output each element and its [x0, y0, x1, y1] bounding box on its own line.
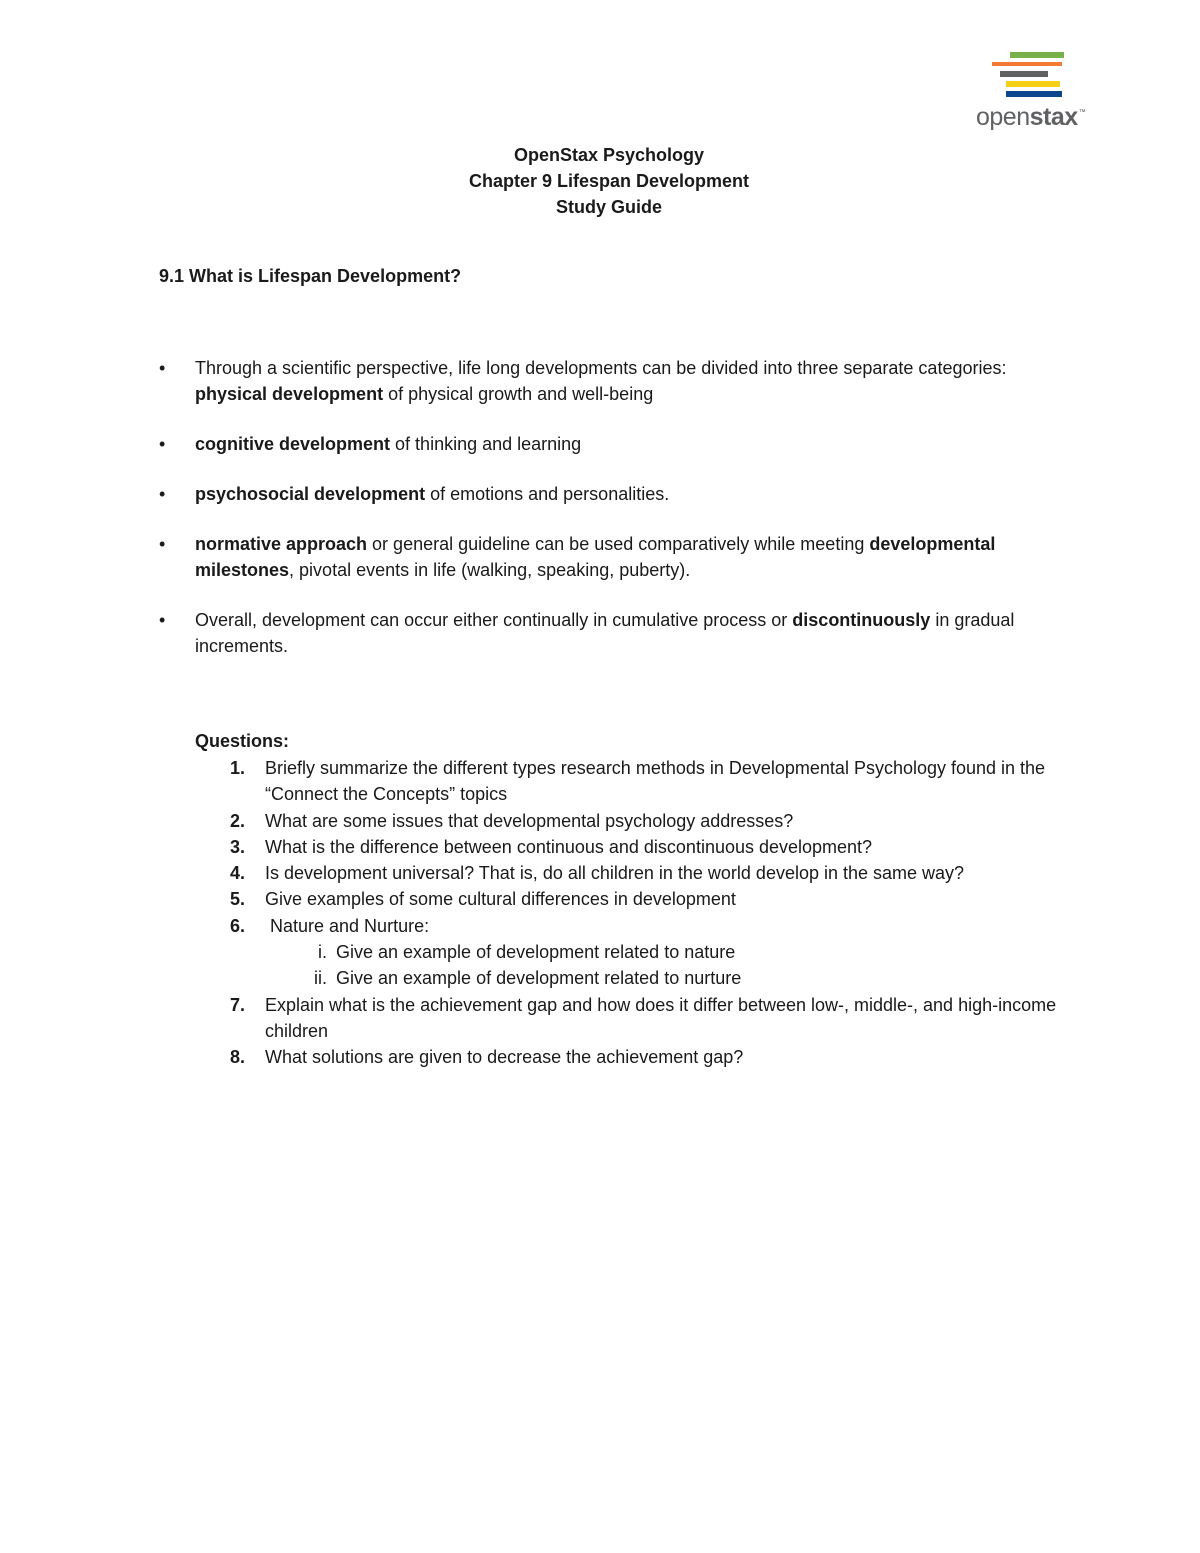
- key-points-list: [195, 355, 1095, 659]
- bullet-item: • Overall, development can occur either continually in cumulative process or discontinuously in gradual increments.: [195, 607, 1095, 659]
- question-number: 8.: [230, 1047, 246, 1068]
- question-number: 5.: [230, 889, 246, 910]
- question-number: 3.: [230, 836, 246, 857]
- logo-bar-blue: [1006, 91, 1062, 97]
- bullet-item: • normative approach or general guideline can be used comparatively while meeting developmental milestones, pivotal events in life (walking, speaking, puberty).: [195, 531, 1095, 583]
- question-number: 6.: [230, 915, 246, 936]
- question-item: 6. Nature and Nurture: i. Give an example of development related to nature ii. Give an example of development related to nurture: [265, 913, 1115, 992]
- question-number: 7.: [230, 994, 246, 1015]
- header-doc-type: Study Guide: [555, 197, 662, 217]
- logo-bar-gray: [1000, 71, 1048, 77]
- question-item: 5. Give examples of some cultural differences in development: [265, 886, 1115, 912]
- question-number: 4.: [230, 863, 246, 884]
- question-item: 1. Briefly summarize the different types research methods in Developmental Psychology found in the “Connect the Concepts” topics: [265, 755, 1115, 808]
- subquestion-item: i. Give an example of development related to nature: [265, 939, 1115, 965]
- bullet-item: • cognitive development of thinking and learning: [195, 431, 1095, 457]
- section-title: 9.1 What is Lifespan Development?: [159, 266, 462, 286]
- subquestions-list: [265, 939, 1115, 992]
- logo-wordmark: openstax™: [976, 103, 1086, 131]
- logo-bar-yellow: [1006, 81, 1060, 87]
- question-number: 1.: [230, 758, 246, 778]
- header-chapter-title: Chapter 9 Lifespan Development: [468, 171, 750, 191]
- questions-list: [230, 755, 1115, 1071]
- question-item: 7. Explain what is the achievement gap and how does it differ between low-, middle-, and high-income children: [265, 992, 1115, 1045]
- bullet-item: • Through a scientific perspective, life long developments can be divided into three separate categories: physical development of physical growth and well-being: [195, 355, 1095, 407]
- header-course-title: OpenStax Psychology: [513, 145, 705, 165]
- bullet-item: • psychosocial development of emotions and personalities.: [195, 481, 1095, 507]
- subquestion-number: i.: [318, 942, 327, 963]
- question-item: 2. What are some issues that developmental psychology addresses?: [265, 808, 1115, 834]
- subquestion-number: ii.: [314, 968, 327, 989]
- document-header: [0, 142, 1200, 220]
- openstax-logo: [976, 48, 1098, 134]
- question-item: 3. What is the difference between continuous and discontinuous development?: [265, 834, 1115, 860]
- question-item: 4. Is development universal? That is, do all children in the world develop in the same way?: [265, 860, 1115, 886]
- subquestion-item: ii. Give an example of development related to nurture: [265, 965, 1115, 991]
- questions-heading: Questions:: [195, 731, 290, 751]
- logo-bar-orange: [992, 62, 1062, 66]
- logo-bar-green: [1010, 52, 1064, 58]
- question-item: 8. What solutions are given to decrease the achievement gap?: [265, 1044, 1115, 1070]
- question-number: 2.: [230, 810, 246, 831]
